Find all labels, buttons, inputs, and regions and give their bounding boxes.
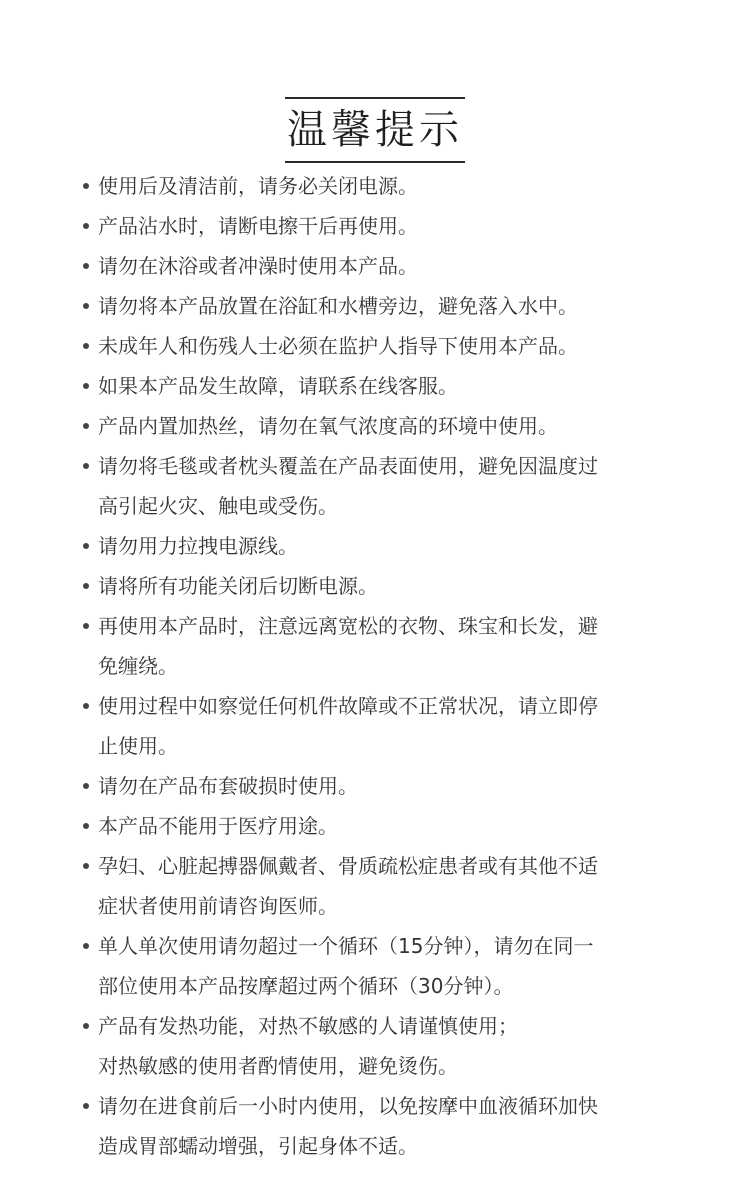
tip-text-line: 使用过程中如察觉任何机件故障或不正常状况，请立即停 <box>98 694 598 718</box>
tip-text-line: 单人单次使用请勿超过一个循环（15分钟），请勿在同一 <box>98 934 594 958</box>
bullet-dot-icon <box>83 623 89 629</box>
bullet-dot-icon <box>83 1023 89 1029</box>
tip-text-line: 产品有发热功能，对热不敏感的人请谨慎使用； <box>98 1014 518 1038</box>
tip-text-line: 再使用本产品时，注意远离宽松的衣物、珠宝和长发，避 <box>98 614 598 638</box>
bullet-dot-icon <box>83 943 89 949</box>
tip-item <box>80 446 680 526</box>
tip-text-line: 免缠绕。 <box>98 654 178 678</box>
tip-text-line: 高引起火灾、触电或受伤。 <box>98 494 338 518</box>
tip-item <box>80 286 680 326</box>
tip-item <box>80 206 680 246</box>
bullet-dot-icon <box>83 783 89 789</box>
tip-text-line: 请勿在产品布套破损时使用。 <box>98 774 358 798</box>
tip-text-line: 孕妇、心脏起搏器佩戴者、骨质疏松症患者或有其他不适 <box>98 854 598 878</box>
bullet-dot-icon <box>83 383 89 389</box>
tip-item <box>80 526 680 566</box>
tip-text-line: 请勿在进食前后一小时内使用，以免按摩中血液循环加快 <box>98 1094 598 1118</box>
tip-text-line: 如果本产品发生故障，请联系在线客服。 <box>98 374 458 398</box>
bullet-dot-icon <box>83 543 89 549</box>
bullet-dot-icon <box>83 583 89 589</box>
bullet-dot-icon <box>83 863 89 869</box>
bullet-dot-icon <box>83 183 89 189</box>
tip-text-line: 请勿在沐浴或者冲澡时使用本产品。 <box>98 254 418 278</box>
tip-item <box>80 766 680 806</box>
bullet-dot-icon <box>83 303 89 309</box>
bullet-dot-icon <box>83 703 89 709</box>
tip-text-line: 请勿将本产品放置在浴缸和水槽旁边，避免落入水中。 <box>98 294 578 318</box>
tip-text-line: 造成胃部蠕动增强，引起身体不适。 <box>98 1134 418 1158</box>
tip-text-line: 请勿用力拉拽电源线。 <box>98 534 298 558</box>
tips-list <box>80 166 680 1166</box>
tip-item <box>80 326 680 366</box>
tip-text-line: 止使用。 <box>98 734 178 758</box>
bullet-dot-icon <box>83 1103 89 1109</box>
bullet-dot-icon <box>83 223 89 229</box>
tip-item <box>80 1086 680 1166</box>
bullet-dot-icon <box>83 423 89 429</box>
tip-item <box>80 806 680 846</box>
tip-item <box>80 846 680 926</box>
tip-text-line: 请将所有功能关闭后切断电源。 <box>98 574 378 598</box>
tip-text-line: 对热敏感的使用者酌情使用，避免烫伤。 <box>98 1054 458 1078</box>
tip-text-line: 未成年人和伤残人士必须在监护人指导下使用本产品。 <box>98 334 578 358</box>
page-title: 温馨提示 <box>285 97 465 163</box>
tip-text-line: 本产品不能用于医疗用途。 <box>98 814 338 838</box>
tip-text-line: 请勿将毛毯或者枕头覆盖在产品表面使用，避免因温度过 <box>98 454 598 478</box>
tip-item <box>80 406 680 446</box>
bullet-dot-icon <box>83 823 89 829</box>
tip-item <box>80 926 680 1006</box>
tip-text-line: 产品内置加热丝，请勿在氧气浓度高的环境中使用。 <box>98 414 558 438</box>
bullet-dot-icon <box>83 463 89 469</box>
tip-item <box>80 606 680 686</box>
bullet-dot-icon <box>83 263 89 269</box>
tip-text-line: 使用后及清洁前，请务必关闭电源。 <box>98 174 418 198</box>
tip-text-line: 产品沾水时，请断电擦干后再使用。 <box>98 214 418 238</box>
tip-item <box>80 1006 680 1086</box>
bullet-dot-icon <box>83 343 89 349</box>
tip-item <box>80 686 680 766</box>
tip-item <box>80 246 680 286</box>
tip-item <box>80 366 680 406</box>
tip-item <box>80 566 680 606</box>
tip-text-line: 部位使用本产品按摩超过两个循环（30分钟）。 <box>98 974 514 998</box>
tip-item <box>80 166 680 206</box>
tip-text-line: 症状者使用前请咨询医师。 <box>98 894 338 918</box>
